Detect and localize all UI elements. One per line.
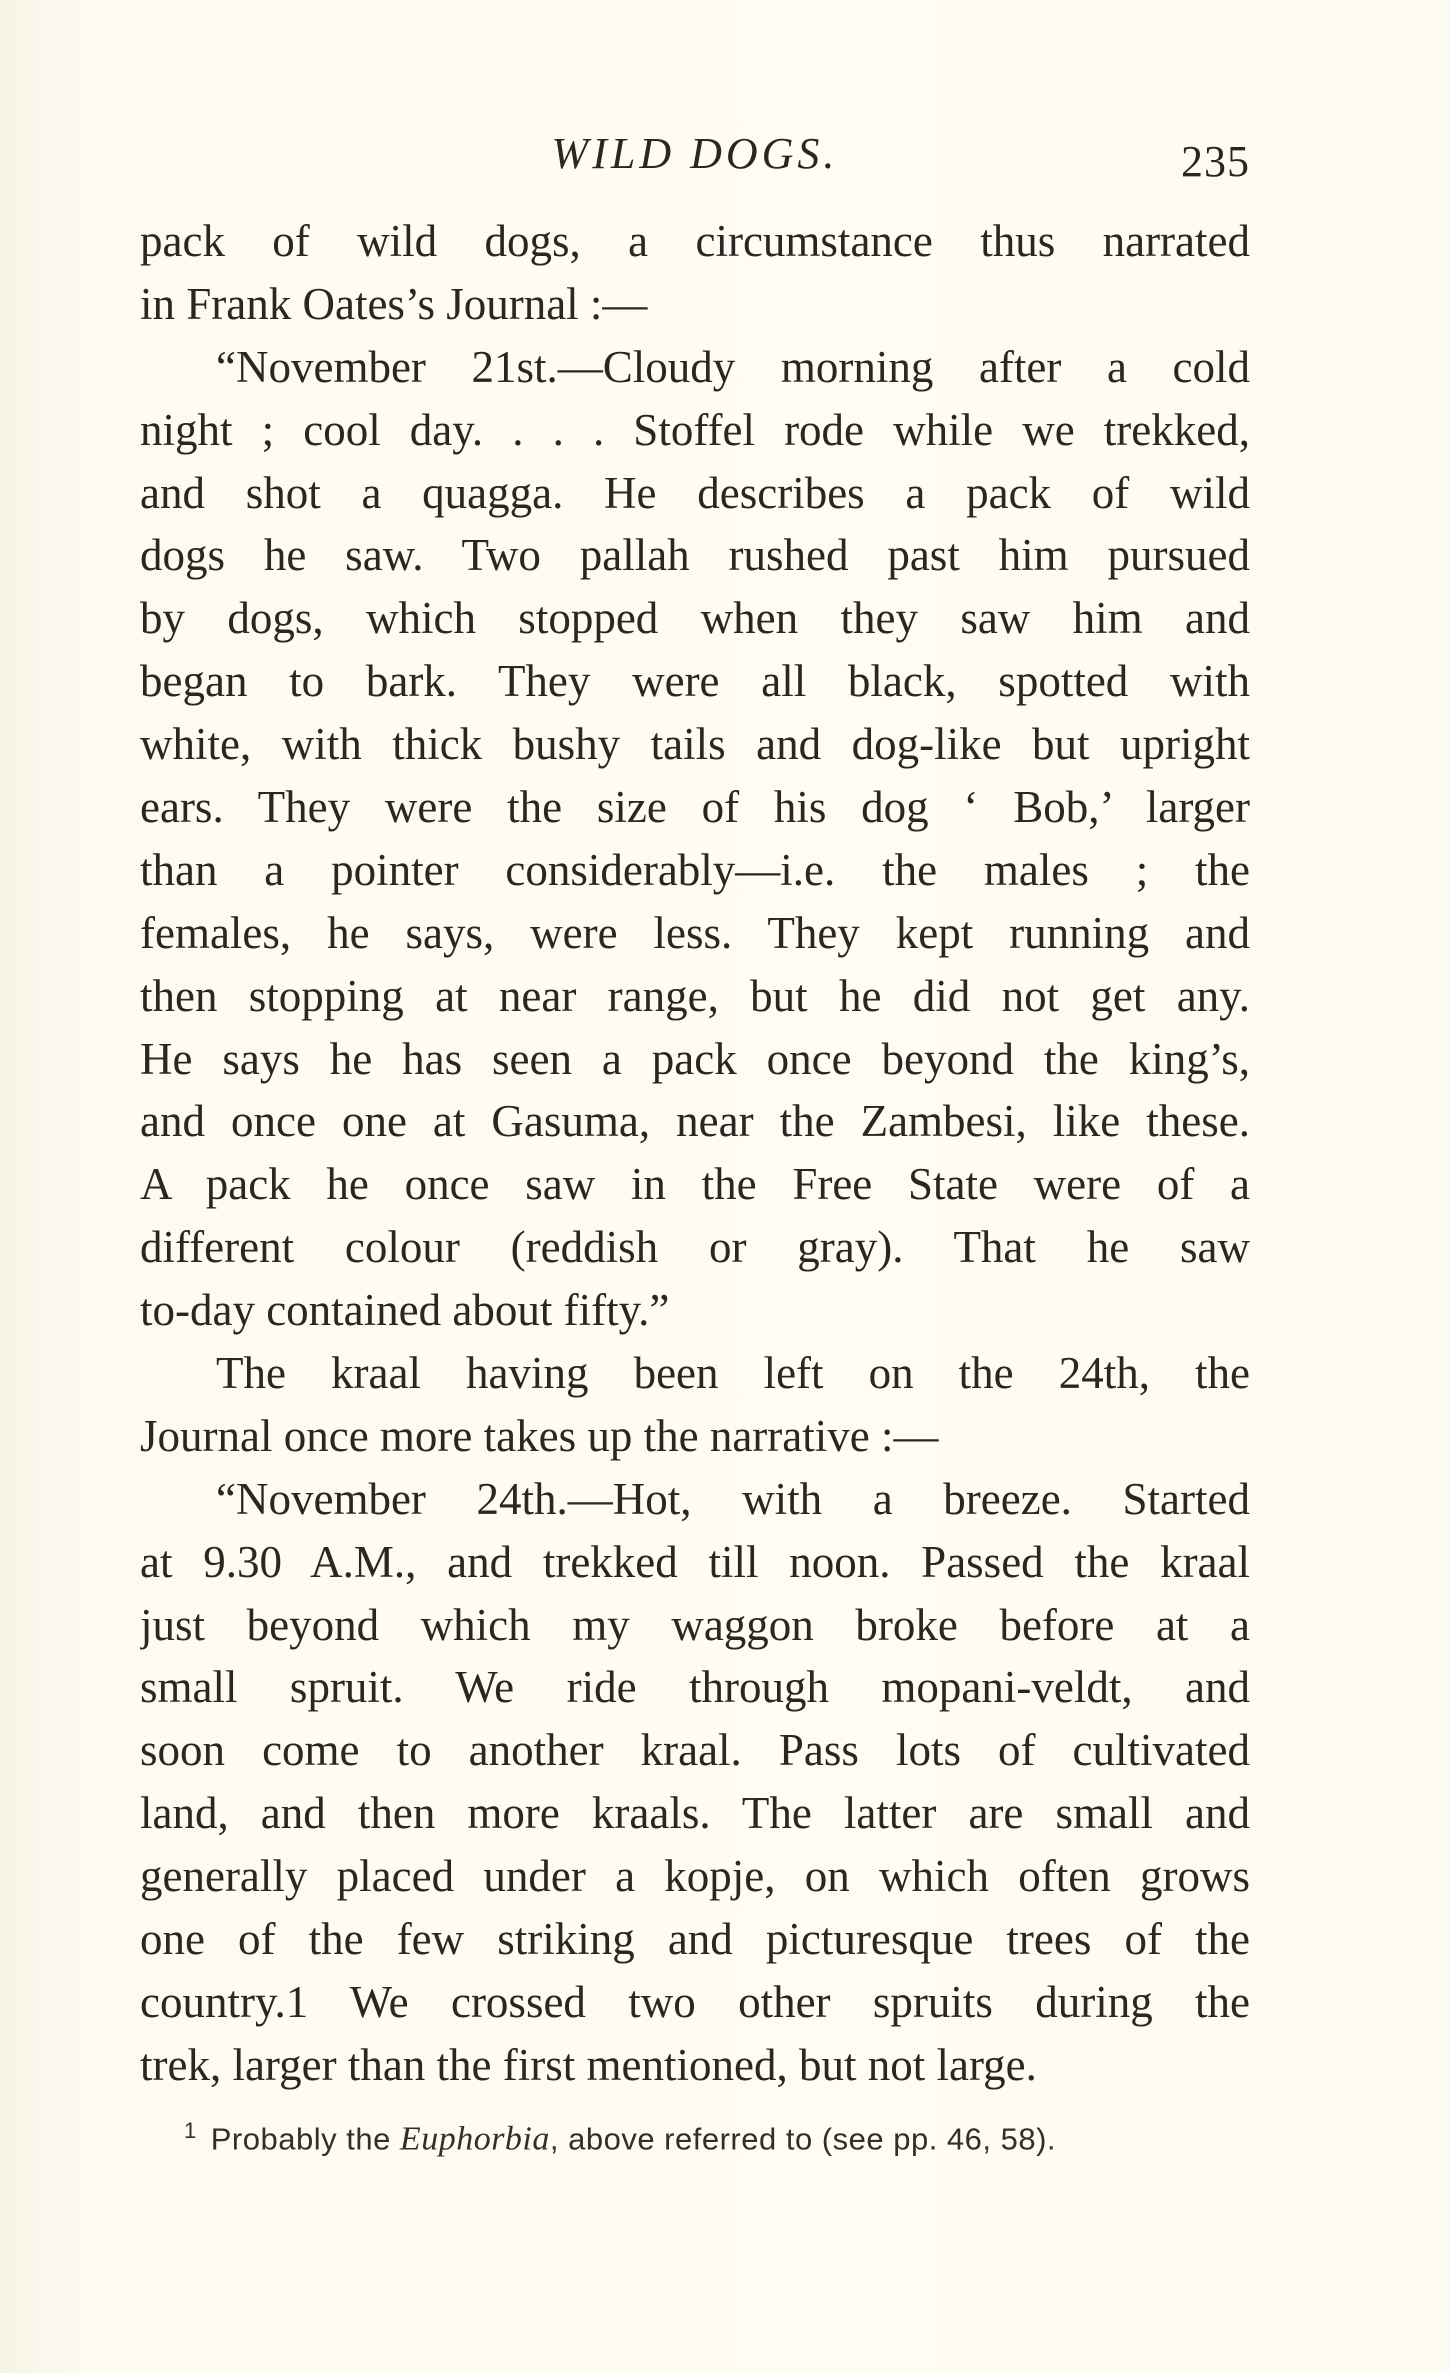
text-line: dogs he saw. Two pallah rushed past him pursued	[140, 530, 1250, 581]
footnote-mark: 1	[184, 2118, 197, 2143]
text-line: night ; cool day. . . . Stoffel rode while we trekked,	[140, 404, 1250, 455]
text-line: just beyond which my waggon broke before at a	[140, 1599, 1250, 1650]
text-line: at 9.30 A.M., and trekked till noon. Passed the kraal	[140, 1536, 1250, 1587]
text-line: different colour (reddish or gray). That he saw	[140, 1222, 1250, 1273]
text-line: one of the few striking and picturesque trees of the	[140, 1914, 1250, 1965]
text-line: by dogs, which stopped when they saw him and	[140, 593, 1250, 644]
text-line: to-day contained about fifty.”	[140, 1285, 670, 1336]
footnote-text-after: , above referred to (see pp. 46, 58).	[549, 2121, 1057, 2157]
page-number: 235	[1181, 137, 1250, 186]
text-line: trek, larger than the first mentioned, but not large.	[140, 2039, 1037, 2090]
text-line: than a pointer considerably—i.e. the males ; the	[140, 844, 1250, 895]
body-text	[140, 210, 1250, 2097]
text-line: pack of wild dogs, a circumstance thus narrated	[140, 216, 1250, 266]
text-line: females, he says, were less. They kept running and	[140, 907, 1250, 958]
text-line: small spruit. We ride through mopani-veldt, and	[140, 1662, 1250, 1713]
text-line: “November 21st.—Cloudy morning after a cold	[216, 341, 1250, 392]
text-line: then stopping at near range, but he did not get any.	[140, 970, 1250, 1021]
text-line: ears. They were the size of his dog ‘ Bob,’ larger	[140, 782, 1250, 833]
text-line: soon come to another kraal. Pass lots of cultivated	[140, 1725, 1250, 1776]
text-line: and shot a quagga. He describes a pack of wild	[140, 467, 1250, 518]
text-line: in Frank Oates’s Journal :—	[140, 278, 648, 329]
footnote-text-before: Probably the	[210, 2121, 400, 2157]
running-head	[140, 128, 1250, 188]
text-line: land, and then more kraals. The latter are small and	[140, 1788, 1250, 1839]
text-line: began to bark. They were all black, spotted with	[140, 656, 1250, 707]
footnote	[184, 2118, 1056, 2158]
text-line: white, with thick bushy tails and dog-like but upright	[140, 719, 1250, 770]
text-line: The kraal having been left on the 24th, the	[216, 1348, 1250, 1399]
text-line: country.1 We crossed two other spruits during the	[140, 1976, 1250, 2027]
text-line: Journal once more takes up the narrative :—	[140, 1410, 939, 1461]
text-line: He says he has seen a pack once beyond the king’s,	[140, 1033, 1250, 1084]
text-line: generally placed under a kopje, on which often grows	[140, 1851, 1250, 1902]
running-title: WILD DOGS.	[551, 129, 839, 178]
text-line: and once one at Gasuma, near the Zambesi, like these.	[140, 1096, 1250, 1147]
text-line: A pack he once saw in the Free State were of a	[140, 1159, 1250, 1210]
footnote-italic: Euphorbia	[399, 2120, 550, 2158]
text-line: “November 24th.—Hot, with a breeze. Started	[216, 1473, 1250, 1524]
